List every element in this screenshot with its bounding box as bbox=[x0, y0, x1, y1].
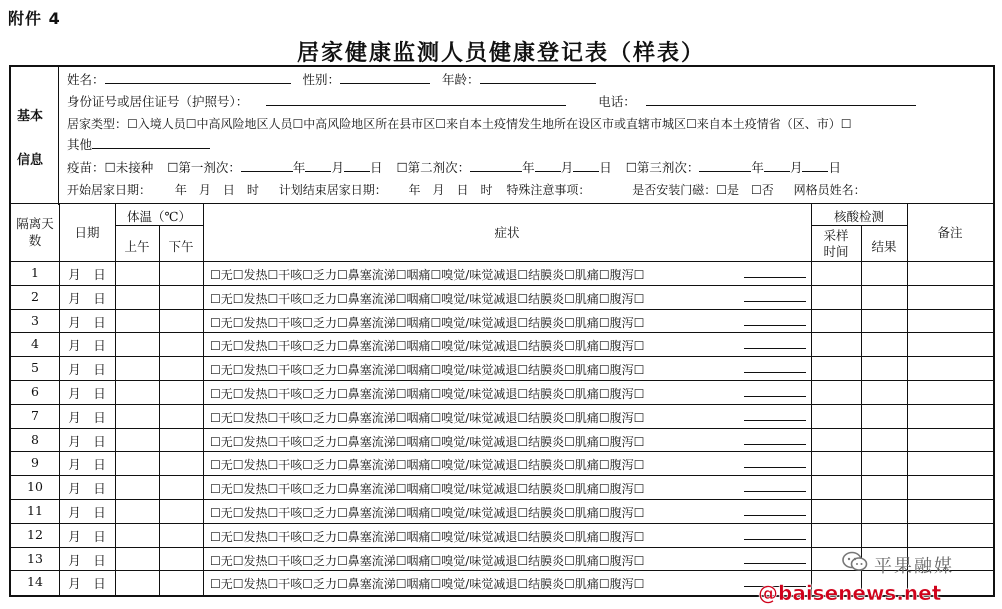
id-number-field[interactable] bbox=[266, 93, 566, 106]
row-sample-time[interactable] bbox=[811, 475, 861, 499]
row-symptom-options[interactable]: ☐无☐发热☐干咳☐乏力☐鼻塞流涕☐咽痛☐嗅觉/味觉减退☐结膜炎☐肌痛☐腹泻☐ bbox=[210, 553, 645, 568]
other-field[interactable] bbox=[92, 136, 210, 149]
row-symptom-other-field[interactable] bbox=[744, 563, 806, 564]
row-temp-am[interactable] bbox=[115, 309, 159, 333]
row-day-number: 6 bbox=[31, 384, 39, 399]
phone-label: 电话： bbox=[598, 94, 636, 109]
dose2-year-unit: 年 bbox=[522, 160, 535, 175]
header-result: 结果 bbox=[871, 239, 897, 254]
row-temp-pm[interactable] bbox=[159, 428, 203, 452]
row-symptom-options[interactable]: ☐无☐发热☐干咳☐乏力☐鼻塞流涕☐咽痛☐嗅觉/味觉减退☐结膜炎☐肌痛☐腹泻☐ bbox=[210, 387, 645, 401]
vaccine-none-option[interactable]: 疫苗：☐未接种 bbox=[67, 160, 154, 175]
row-symptom-options[interactable]: ☐无☐发热☐干咳☐乏力☐鼻塞流涕☐咽痛☐嗅觉/味觉减退☐结膜炎☐肌痛☐腹泻☐ bbox=[210, 410, 645, 425]
row-symptom-other-field[interactable] bbox=[744, 539, 806, 540]
wechat-icon bbox=[842, 551, 868, 573]
row-date[interactable]: 月 日 bbox=[68, 267, 106, 282]
dose3-day-unit: 日 bbox=[828, 160, 841, 175]
row-symptom-other-field[interactable] bbox=[744, 325, 806, 326]
registration-form bbox=[9, 65, 995, 597]
row-temp-am[interactable] bbox=[115, 356, 159, 380]
dose3-month-unit: 月 bbox=[789, 160, 803, 175]
dose3-year-field[interactable] bbox=[699, 159, 751, 172]
row-temp-am[interactable] bbox=[115, 285, 159, 309]
row-day-number: 7 bbox=[31, 407, 39, 423]
row-temp-am[interactable] bbox=[115, 380, 159, 404]
row-temp-pm[interactable] bbox=[159, 404, 203, 428]
row-date[interactable]: 月 日 bbox=[68, 552, 106, 568]
end-date-label: 计划结束居家日期： bbox=[278, 183, 387, 197]
row-sample-time[interactable] bbox=[811, 451, 861, 475]
dose1-month-field[interactable] bbox=[305, 159, 331, 172]
row-sample-time[interactable] bbox=[811, 261, 861, 285]
row-symptom-options[interactable]: ☐无☐发热☐干咳☐乏力☐鼻塞流涕☐咽痛☐嗅觉/味觉减退☐结膜炎☐肌痛☐腹泻☐ bbox=[210, 434, 645, 449]
row-date[interactable]: 月 日 bbox=[68, 457, 106, 473]
grid-hline bbox=[811, 225, 907, 226]
row-notes[interactable] bbox=[907, 523, 993, 547]
wechat-watermark bbox=[842, 551, 954, 577]
row-day-number: 10 bbox=[27, 479, 43, 495]
row-result[interactable] bbox=[861, 499, 907, 523]
row-symptom-other-field[interactable] bbox=[744, 420, 806, 421]
row-date[interactable]: 月 日 bbox=[68, 314, 106, 330]
header-am: 上午 bbox=[124, 239, 150, 254]
dose3-month-field[interactable] bbox=[764, 159, 790, 172]
age-field[interactable] bbox=[480, 71, 596, 84]
id-number-label: 身份证号或居住证号（护照号）： bbox=[67, 94, 249, 109]
row-symptom-options[interactable]: ☐无☐发热☐干咳☐乏力☐鼻塞流涕☐咽痛☐嗅觉/味觉减退☐结膜炎☐肌痛☐腹泻☐ bbox=[210, 268, 645, 282]
site-watermark: @baisenews.net bbox=[758, 581, 942, 605]
row-symptom-other-field[interactable] bbox=[744, 444, 806, 445]
row-sample-time[interactable] bbox=[811, 309, 861, 333]
row-date[interactable]: 月 日 bbox=[68, 409, 106, 425]
row-temp-pm[interactable] bbox=[159, 261, 203, 285]
row-day-number: 1 bbox=[31, 265, 39, 280]
other-label: 其他 bbox=[67, 137, 93, 152]
header-sample-time: 采样时间 bbox=[823, 228, 849, 259]
row-symptom-options[interactable]: ☐无☐发热☐干咳☐乏力☐鼻塞流涕☐咽痛☐嗅觉/味觉减退☐结膜炎☐肌痛☐腹泻☐ bbox=[210, 458, 645, 473]
row-notes[interactable] bbox=[907, 451, 993, 475]
row-temp-pm[interactable] bbox=[159, 356, 203, 380]
row-notes[interactable] bbox=[907, 309, 993, 333]
header-pm: 下午 bbox=[168, 239, 194, 254]
row-symptom-options[interactable]: ☐无☐发热☐干咳☐乏力☐鼻塞流涕☐咽痛☐嗅觉/味觉减退☐结膜炎☐肌痛☐腹泻☐ bbox=[210, 315, 645, 330]
row-date[interactable]: 月 日 bbox=[68, 338, 106, 354]
row-day-number: 9 bbox=[31, 455, 39, 471]
dose3-label[interactable]: ☐第三剂次： bbox=[625, 160, 700, 175]
basic-info-divider bbox=[11, 203, 993, 204]
row-day-number: 11 bbox=[27, 503, 43, 518]
gender-label: 性别： bbox=[302, 72, 341, 87]
dose2-month-unit: 月 bbox=[560, 160, 574, 175]
row-temp-am[interactable] bbox=[115, 475, 159, 499]
row-result[interactable] bbox=[861, 356, 907, 380]
gender-field[interactable] bbox=[340, 71, 430, 84]
row-symptom-other-field[interactable] bbox=[744, 372, 806, 373]
dose1-label[interactable]: ☐第一剂次： bbox=[167, 160, 241, 175]
row-temp-am[interactable] bbox=[115, 523, 159, 547]
start-date-label: 开始居家日期： bbox=[67, 183, 152, 197]
row-date[interactable]: 月 日 bbox=[68, 362, 106, 378]
dose2-day-field[interactable] bbox=[573, 159, 599, 172]
start-date-field[interactable]: 年 月 日 时 bbox=[174, 183, 259, 197]
dose1-day-field[interactable] bbox=[344, 159, 370, 172]
row-symptom-other-field[interactable] bbox=[744, 277, 806, 278]
row-result[interactable] bbox=[861, 428, 907, 452]
home-type-options[interactable]: 居家类型：☐入境人员☐中高风险地区人员☐中高风险地区所在县市区☐来自本土疫情发生地所在设区市或直辖市城区☐来自本土疫情省（区、市）☐ bbox=[67, 117, 852, 131]
row-date[interactable]: 月 日 bbox=[68, 505, 106, 520]
row-temp-pm[interactable] bbox=[159, 332, 203, 356]
row-result[interactable] bbox=[861, 380, 907, 404]
row-temp-pm[interactable] bbox=[159, 475, 203, 499]
header-nucleic-test: 核酸检测 bbox=[833, 209, 884, 224]
row-symptom-options[interactable]: ☐无☐发热☐干咳☐乏力☐鼻塞流涕☐咽痛☐嗅觉/味觉减退☐结膜炎☐肌痛☐腹泻☐ bbox=[210, 577, 645, 592]
row-sample-time[interactable] bbox=[811, 404, 861, 428]
row-date[interactable]: 月 日 bbox=[68, 433, 106, 449]
name-field[interactable] bbox=[105, 71, 291, 84]
dose1-month-unit: 月 bbox=[331, 160, 344, 175]
basic-row-other bbox=[67, 136, 210, 154]
dose1-day-unit: 日 bbox=[369, 160, 383, 175]
basic-row-id bbox=[67, 93, 916, 111]
phone-field[interactable] bbox=[646, 93, 916, 106]
row-result[interactable] bbox=[861, 523, 907, 547]
row-day-number: 12 bbox=[27, 526, 43, 542]
row-symptom-other-field[interactable] bbox=[744, 515, 806, 516]
row-result[interactable] bbox=[861, 309, 907, 333]
row-temp-pm[interactable] bbox=[159, 451, 203, 475]
dose3-year-unit: 年 bbox=[751, 160, 764, 175]
row-notes[interactable] bbox=[907, 356, 993, 380]
row-sample-time[interactable] bbox=[811, 356, 861, 380]
row-symptom-other-field[interactable] bbox=[744, 348, 806, 349]
row-day-number: 3 bbox=[31, 312, 39, 328]
attachment-label: 附件 4 bbox=[8, 9, 61, 28]
dose2-day-unit: 日 bbox=[599, 160, 612, 175]
row-sample-time[interactable] bbox=[811, 523, 861, 547]
row-result[interactable] bbox=[861, 404, 907, 428]
row-day-number: 8 bbox=[31, 431, 39, 447]
row-date[interactable]: 月 日 bbox=[68, 576, 106, 592]
basic-row-dates bbox=[67, 181, 866, 199]
row-notes[interactable] bbox=[907, 428, 993, 452]
dose2-year-field[interactable] bbox=[470, 159, 522, 172]
end-date-field[interactable]: 年 月 日 时 bbox=[408, 183, 493, 197]
row-day-number: 4 bbox=[31, 336, 39, 352]
row-notes[interactable] bbox=[907, 380, 993, 404]
row-symptom-options[interactable]: ☐无☐发热☐干咳☐乏力☐鼻塞流涕☐咽痛☐嗅觉/味觉减退☐结膜炎☐肌痛☐腹泻☐ bbox=[210, 339, 645, 354]
row-temp-pm[interactable] bbox=[159, 547, 203, 571]
row-day-number: 14 bbox=[27, 574, 43, 590]
row-temp-am[interactable] bbox=[115, 404, 159, 428]
basic-info-label bbox=[11, 67, 59, 205]
row-day-number: 2 bbox=[31, 288, 39, 304]
grid-hline bbox=[115, 225, 203, 226]
dose1-year-unit: 年 bbox=[292, 160, 306, 175]
row-day-number: 5 bbox=[31, 360, 39, 376]
dose1-year-field[interactable] bbox=[241, 159, 293, 172]
name-label: 姓名： bbox=[67, 72, 105, 87]
row-temp-pm[interactable] bbox=[159, 523, 203, 547]
grid-member-label: 网格员姓名： bbox=[793, 183, 866, 197]
basic-row-home-type bbox=[67, 115, 852, 133]
age-label: 年龄： bbox=[442, 72, 480, 87]
row-temp-pm[interactable] bbox=[159, 570, 203, 594]
row-temp-pm[interactable] bbox=[159, 285, 203, 309]
basic-info-label-line2: 信息 bbox=[17, 153, 44, 168]
header-temperature: 体温（℃） bbox=[127, 209, 191, 224]
header-date: 日期 bbox=[74, 225, 100, 240]
row-temp-am[interactable] bbox=[115, 499, 159, 523]
row-notes[interactable] bbox=[907, 475, 993, 499]
row-sample-time[interactable] bbox=[811, 380, 861, 404]
row-notes[interactable] bbox=[907, 261, 993, 285]
row-sample-time[interactable] bbox=[811, 499, 861, 523]
row-symptom-options[interactable]: ☐无☐发热☐干咳☐乏力☐鼻塞流涕☐咽痛☐嗅觉/味觉减退☐结膜炎☐肌痛☐腹泻☐ bbox=[210, 506, 645, 520]
header-notes: 备注 bbox=[937, 225, 963, 240]
row-temp-am[interactable] bbox=[115, 547, 159, 571]
row-sample-time[interactable] bbox=[811, 285, 861, 309]
row-temp-am[interactable] bbox=[115, 261, 159, 285]
row-symptom-other-field[interactable] bbox=[744, 301, 806, 302]
row-symptom-options[interactable]: ☐无☐发热☐干咳☐乏力☐鼻塞流涕☐咽痛☐嗅觉/味觉减退☐结膜炎☐肌痛☐腹泻☐ bbox=[210, 482, 645, 497]
row-result[interactable] bbox=[861, 261, 907, 285]
row-notes[interactable] bbox=[907, 285, 993, 309]
dose2-month-field[interactable] bbox=[535, 159, 561, 172]
row-day-number: 13 bbox=[27, 550, 43, 566]
row-temp-am[interactable] bbox=[115, 428, 159, 452]
header-symptoms: 症状 bbox=[494, 225, 520, 240]
dose2-label[interactable]: ☐第二剂次： bbox=[396, 160, 471, 175]
row-temp-pm[interactable] bbox=[159, 499, 203, 523]
row-temp-pm[interactable] bbox=[159, 380, 203, 404]
row-notes[interactable] bbox=[907, 332, 993, 356]
row-result[interactable] bbox=[861, 451, 907, 475]
row-temp-am[interactable] bbox=[115, 332, 159, 356]
basic-row-vaccine bbox=[67, 159, 841, 177]
row-temp-am[interactable] bbox=[115, 451, 159, 475]
special-notes-label: 特殊注意事项： bbox=[506, 183, 591, 197]
basic-info-label-line1: 基本 bbox=[17, 109, 44, 124]
row-symptom-options[interactable]: ☐无☐发热☐干咳☐乏力☐鼻塞流涕☐咽痛☐嗅觉/味觉减退☐结膜炎☐肌痛☐腹泻☐ bbox=[210, 529, 645, 544]
wechat-account-name: 平果融媒 bbox=[874, 556, 954, 577]
door-magnet-options[interactable]: 是否安装门磁：☐是 ☐否 bbox=[632, 183, 774, 197]
dose3-day-field[interactable] bbox=[802, 159, 828, 172]
row-notes[interactable] bbox=[907, 499, 993, 523]
row-result[interactable] bbox=[861, 332, 907, 356]
row-date[interactable]: 月 日 bbox=[68, 481, 106, 497]
row-date[interactable]: 月 日 bbox=[68, 528, 106, 544]
row-temp-pm[interactable] bbox=[159, 309, 203, 333]
row-temp-am[interactable] bbox=[115, 570, 159, 594]
row-symptom-options[interactable]: ☐无☐发热☐干咳☐乏力☐鼻塞流涕☐咽痛☐嗅觉/味觉减退☐结膜炎☐肌痛☐腹泻☐ bbox=[210, 291, 645, 306]
row-sample-time[interactable] bbox=[811, 332, 861, 356]
basic-row-name bbox=[67, 71, 596, 89]
header-days: 隔离天数 bbox=[16, 216, 54, 248]
row-date[interactable]: 月 日 bbox=[68, 290, 106, 306]
row-sample-time[interactable] bbox=[811, 428, 861, 452]
row-notes[interactable] bbox=[907, 404, 993, 428]
form-title: 居家健康监测人员健康登记表（样表） bbox=[296, 40, 705, 66]
grid-vline bbox=[203, 204, 204, 595]
row-result[interactable] bbox=[861, 475, 907, 499]
row-symptom-other-field[interactable] bbox=[744, 491, 806, 492]
row-result[interactable] bbox=[861, 285, 907, 309]
row-symptom-options[interactable]: ☐无☐发热☐干咳☐乏力☐鼻塞流涕☐咽痛☐嗅觉/味觉减退☐结膜炎☐肌痛☐腹泻☐ bbox=[210, 363, 645, 378]
row-date[interactable]: 月 日 bbox=[68, 386, 106, 401]
row-symptom-other-field[interactable] bbox=[744, 396, 806, 397]
row-symptom-other-field[interactable] bbox=[744, 467, 806, 468]
